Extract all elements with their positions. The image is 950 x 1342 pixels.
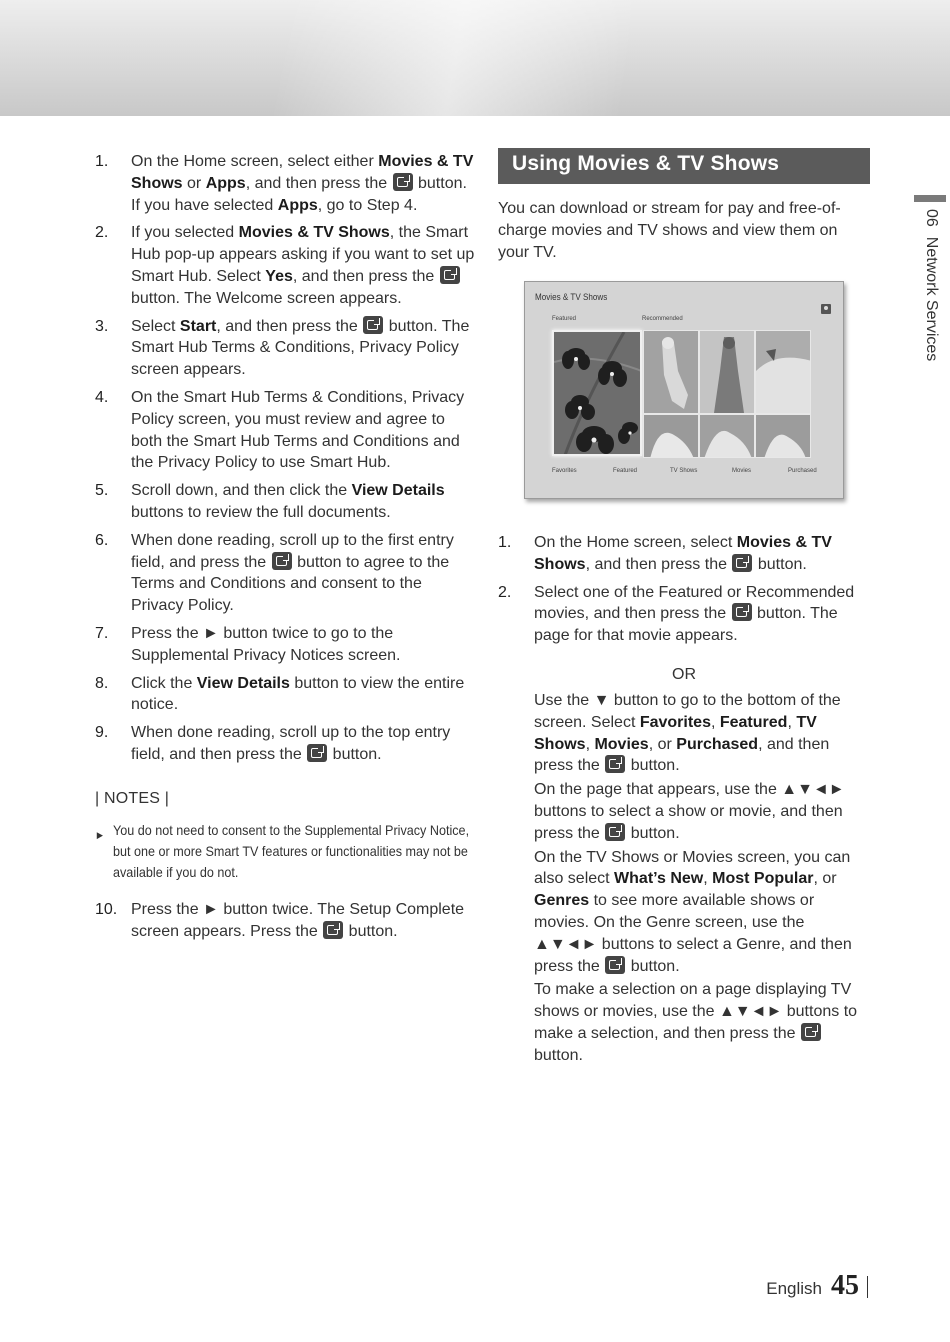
step-text: When done reading, scroll up to the top entry field, and then press the button. (131, 724, 451, 763)
step-2 (95, 222, 475, 309)
chapter-label: Network Services (923, 236, 940, 362)
side-tab-text (922, 209, 940, 361)
enter-button-icon (363, 316, 383, 334)
step-7 (95, 623, 475, 667)
enter-button-icon (323, 921, 343, 939)
user-icon (821, 304, 831, 314)
section-title: Using Movies & TV Shows (498, 148, 870, 184)
step-text: On the Home screen, select Movies & TV Shows, and then press the button. (534, 534, 832, 573)
step-number: 9. (95, 724, 109, 742)
recommended-tile (699, 330, 755, 414)
tv-screen-title: Movies & TV Shows (535, 292, 608, 302)
step-text: Press the ► button twice to go to the Supplemental Privacy Notices screen. (131, 624, 401, 664)
enter-button-icon (272, 552, 292, 570)
orchid-image (554, 332, 642, 456)
paragraph-3: On the TV Shows or Movies screen, you can also select What’s New, Most Popular, or Genres to see more available shows or movies. On the Genre screen, use the ▲▼◄► buttons to select a Genre, and then press the button. (534, 848, 852, 975)
recommended-tile (699, 414, 755, 458)
section-intro: You can download or stream for pay and free-of-charge movies and TV shows and view them on your TV. (498, 200, 841, 261)
step-text: If you selected Movies & TV Shows, the Smart Hub pop-up appears asking if you want to set up Smart Hub. Select Yes, and then press the button. The Welcome screen appears. (131, 224, 475, 307)
side-tab-bar (914, 195, 946, 202)
recommended-tile (755, 414, 811, 458)
step-number: 3. (95, 317, 109, 335)
chapter-side-tab (910, 195, 946, 395)
enter-button-icon (307, 744, 327, 762)
step-number: 1. (95, 153, 109, 170)
tv-nav-purchased: Purchased (788, 468, 817, 474)
step-6 (95, 530, 475, 617)
step-number: 6. (95, 531, 109, 549)
step-text: Select one of the Featured or Recommended movies, and then press the button. The page for that movie appears. (534, 583, 855, 645)
recommended-tile (643, 414, 699, 458)
tv-screenshot (524, 281, 844, 499)
step-text: On the Home screen, select either Movies & TV Shows or Apps, and then press the button. If you have selected Apps, go to Step 4. (131, 153, 474, 214)
header-band (0, 0, 950, 116)
step-number: 4. (95, 388, 109, 406)
step-text: Press the ► button twice. The Setup Complete screen appears. Press the button. (131, 900, 465, 940)
step-number: 10. (95, 900, 118, 918)
step-3 (95, 316, 475, 381)
step-1 (95, 151, 475, 216)
recommended-tile (755, 330, 811, 414)
step-5 (95, 480, 475, 524)
enter-button-icon (732, 554, 752, 572)
featured-tile (552, 330, 642, 456)
paragraph-4: To make a selection on a page displaying TV shows or movies, use the ▲▼◄► buttons to make a selection, and then press the button. (534, 981, 858, 1064)
step-number: 2. (498, 583, 512, 601)
tv-featured-label: Featured (552, 316, 577, 322)
recommended-tile (643, 330, 699, 414)
tv-nav-tv-shows: TV Shows (670, 468, 698, 474)
step-9 (95, 722, 475, 766)
or-separator: OR (672, 666, 696, 683)
step-8 (95, 673, 475, 717)
enter-button-icon (393, 173, 413, 191)
footer-language: English (766, 1279, 822, 1298)
step-number: 7. (95, 624, 109, 642)
right-step-2 (498, 582, 873, 647)
page-footer (766, 1270, 868, 1302)
enter-button-icon (732, 603, 752, 621)
tv-nav-favorites: Favorites (552, 468, 577, 474)
tv-nav-featured: Featured (613, 468, 638, 474)
tv-nav-movies: Movies (732, 468, 752, 474)
enter-button-icon (605, 755, 625, 773)
step-text: Scroll down, and then click the View Details buttons to review the full documents. (131, 482, 445, 521)
right-steps (498, 532, 873, 653)
enter-button-icon (440, 266, 460, 284)
enter-button-icon (605, 823, 625, 841)
footer-rule (867, 1276, 868, 1298)
step-text: When done reading, scroll up to the first entry field, and press the button to agree to the Terms and Conditions and consent to the Privacy Policy. (131, 531, 454, 615)
enter-button-icon (801, 1023, 821, 1041)
tv-recommended-label: Recommended (642, 316, 683, 322)
notes-heading: | NOTES | (95, 789, 170, 807)
paragraph-2: On the page that appears, use the ▲▼◄► buttons to select a show or movie, and then press the button. (534, 781, 845, 842)
paragraph-1: Use the ▼ button to go to the bottom of the screen. Select Favorites, Featured, TV Shows, Movies, or Purchased, and then press the button. (534, 692, 841, 775)
bullet-triangle-icon: ▶ (96, 829, 104, 840)
note-item (95, 820, 475, 883)
step-number: 1. (498, 534, 512, 551)
alternative-instructions (534, 690, 872, 1069)
step-number: 2. (95, 224, 109, 242)
page-number: 45 (831, 1270, 859, 1301)
right-step-1 (498, 532, 873, 576)
step-10 (95, 899, 475, 943)
enter-button-icon (605, 956, 625, 974)
step-text: Select Start, and then press the button. The Smart Hub Terms & Conditions, Privacy Policy screen appears. (131, 317, 470, 379)
step-4 (95, 387, 475, 474)
step-text: On the Smart Hub Terms & Conditions, Privacy Policy screen, you must review and agree to both the Smart Hub Terms and Conditions and the Privacy Policy to use Smart Hub. (131, 388, 465, 472)
chapter-number: 06 (923, 209, 940, 227)
step-number: 5. (95, 482, 109, 500)
step-text: Click the View Details button to view the entire notice. (131, 674, 465, 714)
step-number: 8. (95, 674, 109, 692)
left-column (95, 151, 475, 948)
note-text: You do not need to consent to the Supplemental Privacy Notice, but one or more Smart TV features or functionalities may not be available if you do not. (113, 821, 470, 880)
